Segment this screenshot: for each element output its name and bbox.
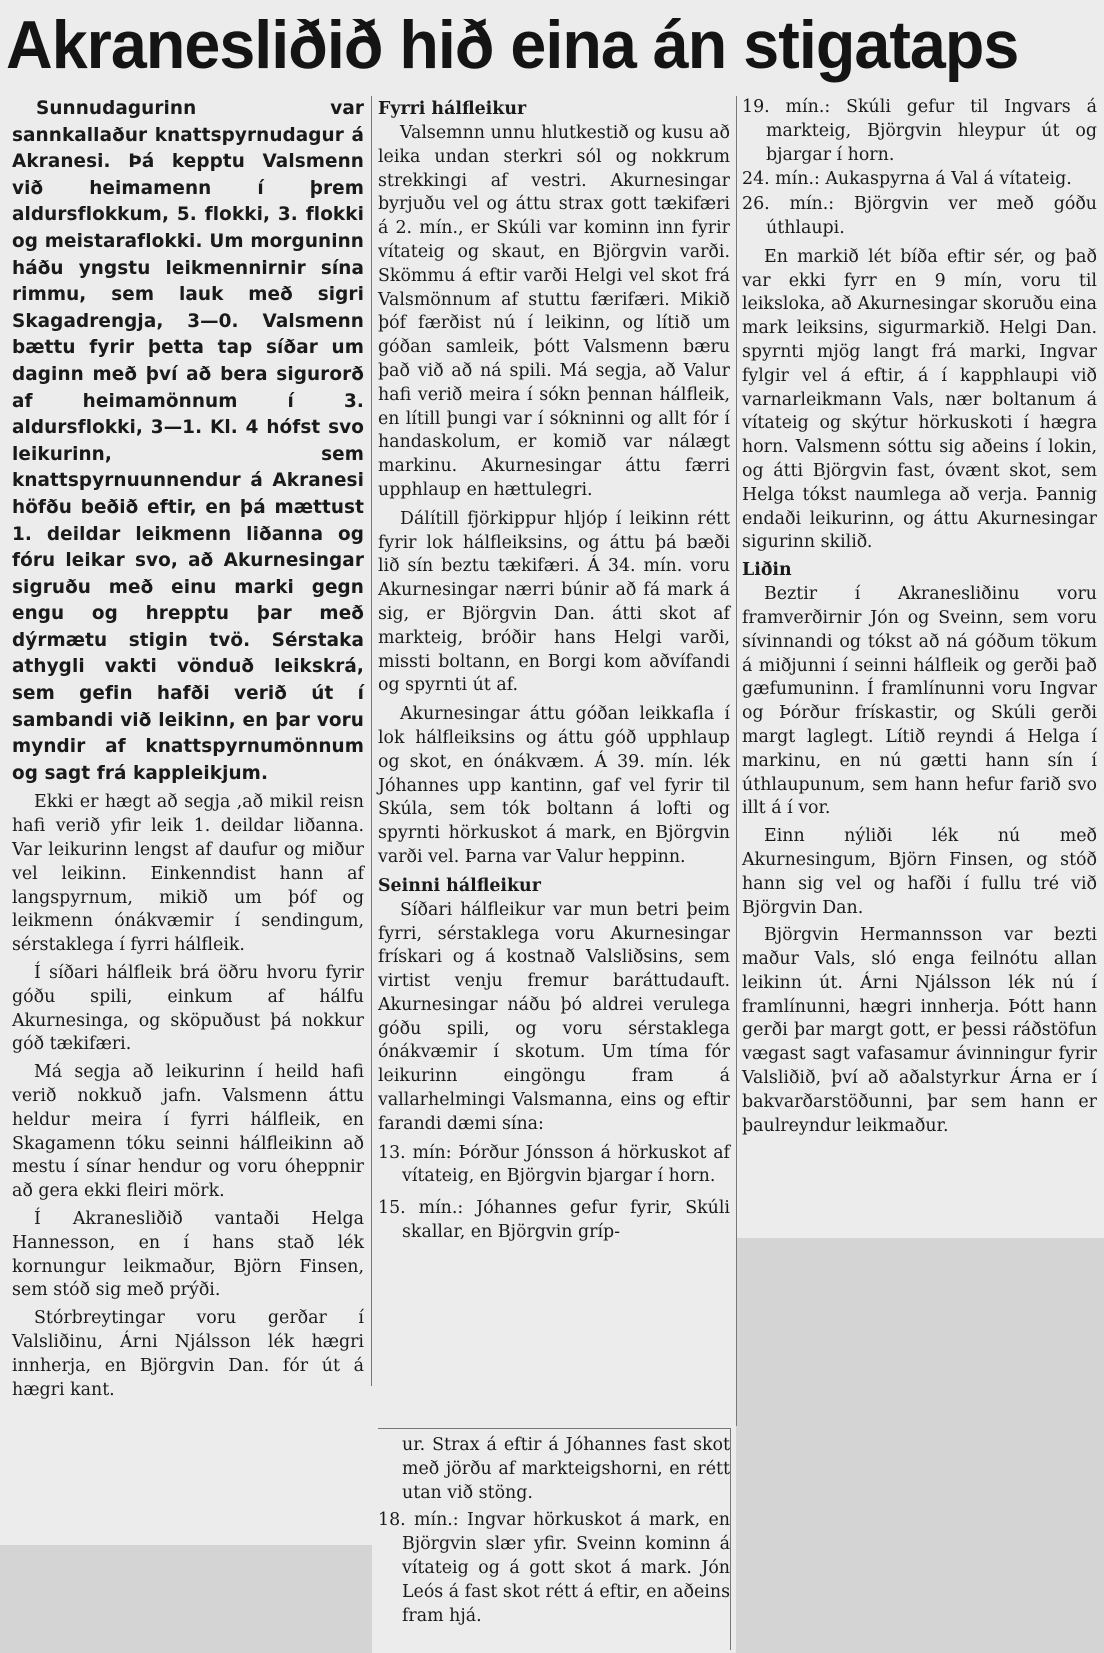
minute-entry: 26. mín.: Björgvin ver með góðu úthlaupi. <box>742 194 1097 238</box>
article-paragraph: Síðari hálfleikur var mun betri þeim fyrri, sérstaklega voru Akurnesingar frískari og á kostnað Valsliðsins, sem virtist venju fremur baráttudauft. Akurnesingar náðu þó aldrei verulega góðu spili, og voru sérstaklega ónákvæmir í skotum. Um tíma fór leikurinn eingöngu fram á vallarhelmingi Valsmanna, eins og eftir farandi dæmi sína: <box>378 899 730 1134</box>
column-rule <box>736 96 737 1426</box>
article-paragraph: Má segja að leikurinn í heild hafi verið nokkuð jafn. Valsmenn áttu heldur meira í fyrri hálfleik, en Skagamenn tóku seinni hálfleikinn að mestu í sínar hendur og voru óheppnir að gera ekki fleiri mörk. <box>12 1062 364 1202</box>
article-paragraph: Ekki er hægt að segja ,að mikil reisn hafi verið yfir leik 1. deildar liðanna. Var leikurinn lengst af daufur og miður vel leikinn. Einkenndist hann af langspyrnum, mikið um þóf og leikmenn ónákvæmir í sendingum, sérstaklega í fyrri hálfleik. <box>12 792 364 956</box>
column-middle <box>378 98 730 1250</box>
article-paragraph: ur. Strax á eftir á Jóhannes fast skot með jörðu af markteigshorni, en rétt utan við stöng. <box>402 1435 730 1503</box>
article-paragraph: Valsemnn unnu hlutkestið og kusu að leika undan sterkri sól og nokkrum strekkingi af vestri. Akurnesingar byrjuðu vel og áttu strax gott tækifæri á 2. mín., er Skúli var kominn inn fyrir vítateig og skaut, en Björgvin varði. Skömmu á eftir varði Helgi vel skot frá Valsmönnum af stuttu færifæri. Mikið þóf færðist nú í leikinn, og lítið um góðan samleik, þótt Valsmenn bæru það við að ná spili. Má segja, að Valur hafi verið meira í sókn þennan hálfleik, en lítill þungi var í sókninni og allt fór í handaskolum, er komið var nálægt markinu. Akurnesingar áttu færri upphlaup en hættulegri. <box>378 123 730 500</box>
minute-entry: 18. mín.: Ingvar hörkuskot á mark, en Björgvin slær yfir. Sveinn kominn á vítateig og á gott skot á mark. Jón Leós á fast skot rétt á eftir, en aðeins fram hjá. <box>378 1510 730 1626</box>
section-rule <box>378 1428 730 1429</box>
column-right <box>742 96 1097 1142</box>
article-paragraph: Einn nýliði lék nú með Akurnesingum, Björn Finsen, og stóð hann sig vel og hafði í fullu tré við Björgvin Dan. <box>742 826 1097 918</box>
article-paragraph: Í Akranesliðið vantaði Helga Hannesson, en í hans stað lék kornungur leikmaður, Björn Finsen, sem stóð sig með prýði. <box>12 1208 364 1301</box>
minute-entry: 13. mín: Þórður Jónsson á hörkuskot af vítateig, en Björgvin bjargar í horn. <box>378 1142 730 1187</box>
section-heading: Liðin <box>742 560 792 581</box>
column-middle-continued <box>378 1434 730 1633</box>
article-paragraph: Beztir í Akranesliðinu voru framverðirnir Jón og Sveinn, sem voru sívinnandi og tókst að ná góðum tökum á miðjunni í seinni hálfleik og gerði það gæfumuninn. Í framlínunni voru Ingvar og Þórður frískastir, og Skúli gerði margt laglegt. Lítið reyndi á Helga í markinu, en nú gætti hann sín í úthlaupunum, sem hann hefur farið svo illt á í vor. <box>742 584 1097 819</box>
article-paragraph: En markið lét bíða eftir sér, og það var ekki fyrr en 9 mín, voru til leiksloka, að Akurnesingar skoruðu eina mark leiksins, sigurmarkið. Helgi Dan. spyrnti mjög langt frá marki, Ingvar fylgir vel á eftir, á í kapphlaupi við varnarleikmann Vals, nær boltanum á vítateig og skýtur hörkuskoti í hægra horn. Valsmenn sóttu sig aðeins í lokin, og átti Björgvin fast, óvænt skot, sem Helga tókst naumlega að verja. Þannig endaði leikurinn, og áttu Akurnesingar sigurinn skilið. <box>742 246 1097 553</box>
article-paragraph: Í síðari hálfleik brá öðru hvoru fyrir góðu spili, einkum af hálfu Akurnesinga, og sköpuðust þá nokkur góð tækifæri. <box>12 963 364 1055</box>
headline: Akranesliðið hið eina án stigataps <box>6 7 1019 83</box>
minute-entry: 15. mín.: Jóhannes gefur fyrir, Skúli skallar, en Björgvin gríp- <box>378 1198 730 1243</box>
article-paragraph: Dálítill fjörkippur hljóp í leikinn rétt fyrir lok hálfleiksins, og áttu þá bæði lið sín beztu tækifæri. Á 34. mín. voru Akurnesingar nærri búnir að fá mark á sig, er Björgvin Dan. átti skot af markteig, bróðir hans Helgi varði, missti boltann, en Borgi kom aðvífandi og spyrnti út af. <box>378 508 730 696</box>
section-heading: Fyrri hálfleikur <box>378 99 527 119</box>
article-paragraph: Stórbreytingar voru gerðar í Valsliðinu, Árni Njálsson lék hægri innherja, en Björgvin Dan. fór út á hægri kant. <box>12 1308 364 1400</box>
column-rule <box>730 1428 731 1650</box>
section-heading: Seinni hálfleikur <box>378 875 541 896</box>
lead-paragraph: Sunnudagurinn var sannkallaður knattspyrnudagur á Akranesi. Þá kepptu Valsmenn við heimamenn í þrem aldursflokkum, 5. flokki, 3. flokki og meistaraflokki. Um morguninn háðu yngstu leikmennirnir sína rimmu, sem lauk með sigri Skagadrengja, 3—0. Valsmenn bættu fyrir þetta tap síðar um daginn með því að bera sigurorð af heimamönnum í 3. aldursflokki, 3—1. Kl. 4 hófst svo leikurinn, sem knattspyrnuunnendur á Akranesi höfðu beðið eftir, en þá mættust 1. deildar leikmenn liðanna og fóru leikar svo, að Akurnesingar sigruðu með einu marki gegn engu og hrepptu þar með dýrmætu stigin tvö. Sérstaka athygli vakti vönduð leikskrá, sem gefin hafði verið út í sambandi við leikinn, en þar voru myndir af knattspyrnumönnum og sagt frá kappleikjum. <box>12 98 364 784</box>
article-paragraph: Akurnesingar áttu góðan leikkafla í lok hálfleiksins og áttu góð upphlaup og skot, en ónákvæm. Á 39. mín. lék Jóhannes upp kantinn, gaf vel fyrir til Skúla, sem tók boltann á lofti og spyrnti hörkuskot á mark, en Björgvin varði vel. Þarna var Valur heppinn. <box>378 704 730 867</box>
article-paragraph: Björgvin Hermannsson var bezti maður Vals, sló enga feilnótu allan leikinn út. Árni Njálsson lék nú í framlínunni, hægri innherja. Þótt hann gerði þar margt gott, er þessi ráðstöfun vægast sagt vafasamur ávinningur fyrir Valsliðið, því að aðalstyrkur Árna er í bakvarðarstöðunni, þar sem hann er þaulreyndur leikmaður. <box>742 925 1097 1136</box>
minute-entry: 19. mín.: Skúli gefur til Ingvars á markteig, Björgvin hleypur út og bjargar í horn. <box>742 97 1097 165</box>
minute-entry: 24. mín.: Aukaspyrna á Val á vítateig. <box>742 169 1072 190</box>
column-left <box>12 96 364 1406</box>
column-rule <box>371 96 372 1386</box>
